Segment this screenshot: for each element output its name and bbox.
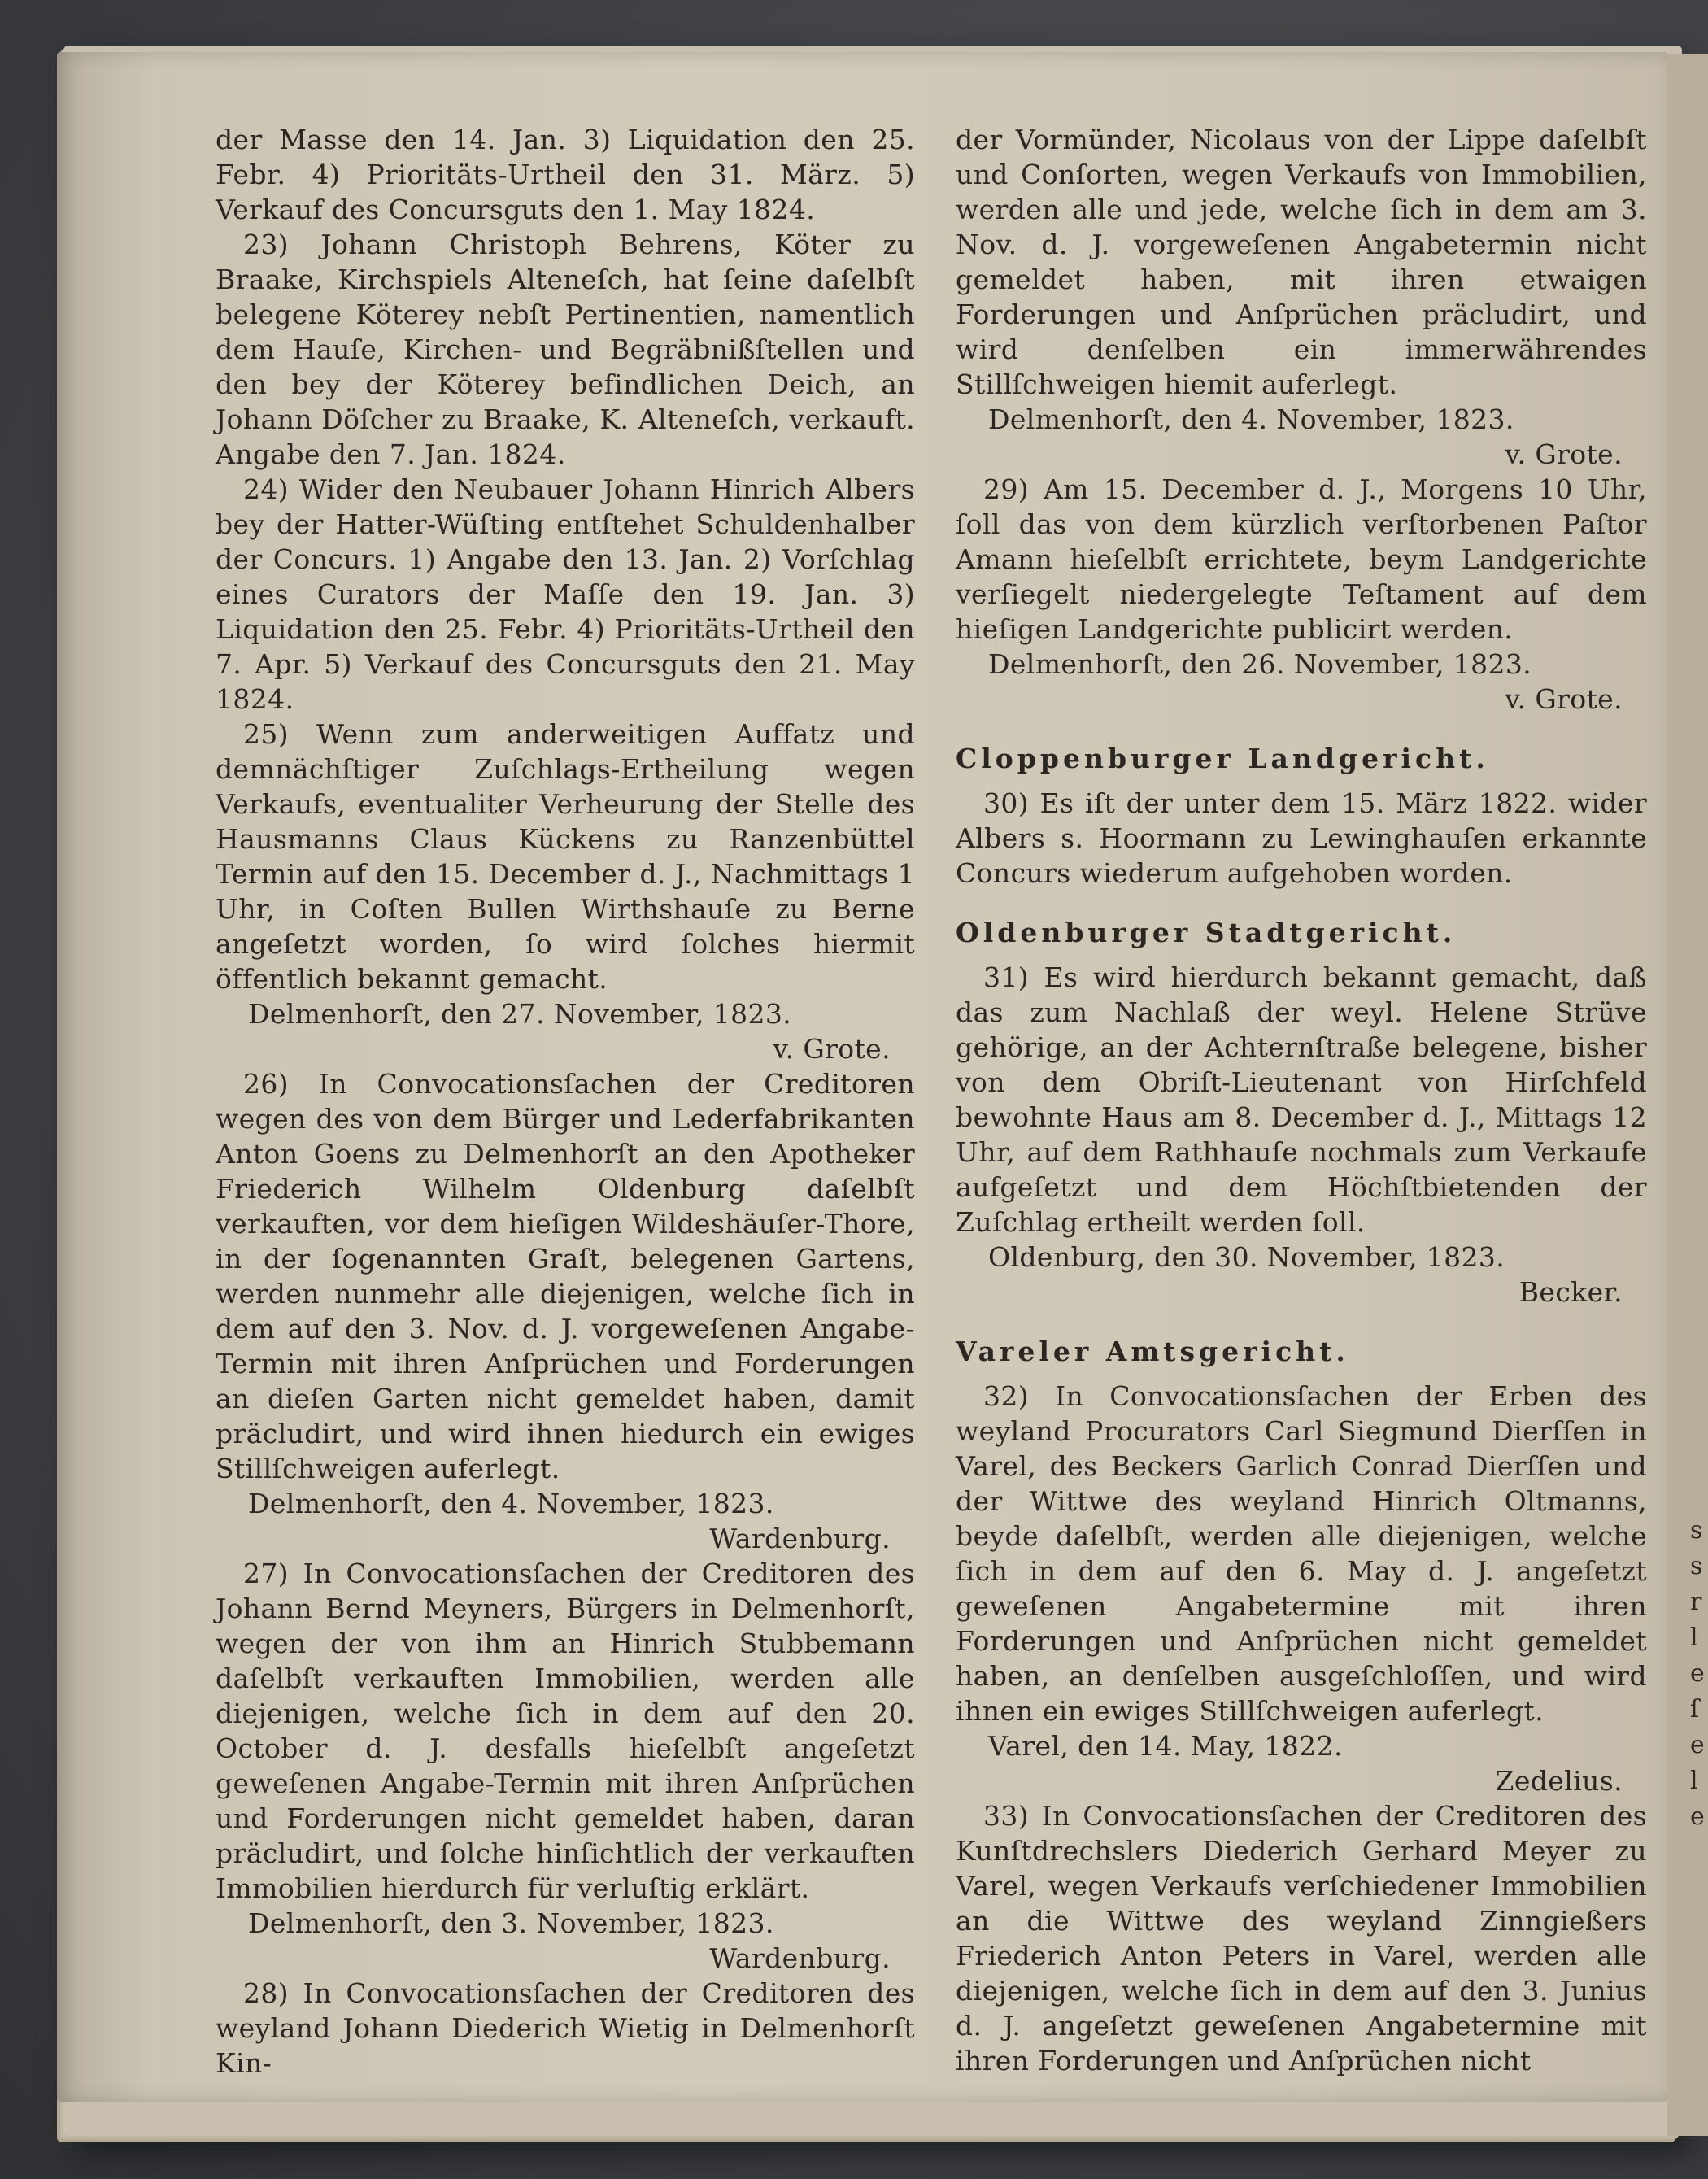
signature: Wardenburg.: [709, 1942, 891, 1974]
notice-paragraph: 31) Es wird hierdurch bekannt gemacht, daß das zum Nachlaß der weyl. Helene Strüve gehörige, an der Achternſtraße belegene, bisher von dem Obriſt-Lieutenant von Hirſchfeld bewohnte Haus am 8. December d. J., Mittags 12 Uhr, auf dem Rathhauſe nochmals zum Verkaufe aufgeſetzt und dem Höchſtbietenden der Zuſchlag ertheilt werden ſoll.: [956, 961, 1647, 1238]
notice-paragraph: 28) In Convocationsſachen der Creditoren des weyland Johann Diederich Wietig in Delmenhorſt Kin-: [216, 1977, 915, 2079]
signature: Becker.: [1518, 1276, 1623, 1308]
notice-paragraph: 30) Es iſt der unter dem 15. März 1822. wider Albers s. Hoormann zu Lewinghauſen erkannte Concurs wiederum aufgehoben worden.: [956, 787, 1647, 889]
notice-paragraph: 32) In Convocationsſachen der Erben des weyland Procurators Carl Siegmund Dierſſen in Varel, des Beckers Garlich Conrad Dierſſen und der Wittwe des weyland Hinrich Oltmanns, beyde daſelbſt, werden alle diejenigen, welche ſich in dem auf den 6. May d. J. angeſetzt geweſenen Angabetermine mit ihren Forderungen und Anſprüchen nicht gemeldet haben, an denſelben ausgeſchloſſen, und wird ihnen ein ewiges Stillſchweigen auferlegt.: [956, 1380, 1647, 1727]
edge-letter: r: [1690, 1588, 1702, 1616]
continued-paragraph: der Vormünder, Nicolaus von der Lippe daſelbſt und Conſorten, wegen Verkaufs von Immobilien, werden alle und jede, welche ſich in dem am 3. Nov. d. J. vorgeweſenen Angabetermin nicht gemeldet haben, mit ihren etwaigen Forderungen und Anſprüchen präcludirt, und wird denſelben ein immerwährendes Stillſchweigen hiemit auferlegt.: [956, 124, 1647, 400]
signature: v. Grote.: [1505, 438, 1623, 470]
court-heading: Cloppenburger Landgericht.: [956, 743, 1489, 774]
edge-letter: e: [1690, 1731, 1705, 1759]
edge-letter: s: [1690, 1552, 1703, 1580]
dateline: Delmenhorſt, den 26. November, 1823.: [988, 648, 1532, 680]
dateline: Varel, den 14. May, 1822.: [988, 1730, 1343, 1762]
edge-letter: e: [1690, 1659, 1705, 1688]
court-heading: Vareler Amtsgericht.: [956, 1336, 1349, 1367]
edge-letter: e: [1690, 1802, 1705, 1831]
notice-paragraph: 24) Wider den Neubauer Johann Hinrich Albers bey der Hatter-Wüſting entſtehet Schuldenhalber der Concurs. 1) Angabe den 13. Jan. 2) Vorſchlag eines Curators der Maſſe den 19. Jan. 3) Liquidation den 25. Febr. 4) Prioritäts-Urtheil den 7. Apr. 5) Verkauf des Concursguts den 21. May 1824.: [216, 473, 915, 715]
dateline: Delmenhorſt, den 3. November, 1823.: [248, 1907, 774, 1939]
dateline: Delmenhorſt, den 27. November, 1823.: [248, 998, 792, 1030]
dateline: Delmenhorſt, den 4. November, 1823.: [988, 403, 1514, 435]
edge-letter: s: [1690, 1516, 1703, 1545]
court-heading: Oldenburger Stadtgericht.: [956, 917, 1457, 948]
notice-paragraph: 23) Johann Christoph Behrens, Köter zu Braake, Kirchspiels Alteneſch, hat ſeine daſelbſt belegene Köterey nebſt Pertinentien, namentlich dem Hauſe, Kirchen- und Begräbnißſtellen und den bey der Köterey befindlichen Deich, an Johann Döſcher zu Braake, K. Alteneſch, verkauft. Angabe den 7. Jan. 1824.: [216, 229, 915, 470]
right-column: [956, 122, 1647, 2078]
signature: v. Grote.: [773, 1033, 891, 1065]
notice-paragraph: 29) Am 15. December d. J., Morgens 10 Uhr, ſoll das von dem kürzlich verſtorbenen Paſtor Amann hieſelbſt errichtete, beym Landgerichte verſiegelt niedergelegte Teſtament auf dem hieſigen Landgerichte publicirt werden.: [956, 473, 1647, 645]
left-column: [216, 122, 915, 2081]
edge-letter: l: [1690, 1623, 1698, 1652]
signature: Wardenburg.: [709, 1523, 891, 1554]
edge-letter: l: [1690, 1767, 1698, 1795]
notice-paragraph: 26) In Convocationsſachen der Creditoren wegen des von dem Bürger und Lederfabrikanten Anton Goens zu Delmenhorſt an den Apotheker Friederich Wilhelm Oldenburg daſelbſt verkauften, vor dem hieſigen Wildeshäuſer-Thore, in der ſogenannten Graſt, belegenen Gartens, werden nunmehr alle diejenigen, welche ſich in dem auf den 3. Nov. d. J. vorgeweſenen Angabe-Termin mit ihren Anſprüchen und Forderungen an dieſen Garten nicht gemeldet haben, damit präcludirt, und wird ihnen hiedurch ein ewiges Stillſchweigen auferlegt.: [216, 1068, 915, 1484]
dateline: Oldenburg, den 30. November, 1823.: [988, 1241, 1505, 1273]
dateline: Delmenhorſt, den 4. November, 1823.: [248, 1488, 774, 1519]
notice-paragraph: 25) Wenn zum anderweitigen Auffatz und demnächſtiger Zuſchlags-Ertheilung wegen Verkaufs, eventualiter Verheurung der Stelle des Hausmanns Claus Kückens zu Ranzenbüttel Termin auf den 15. December d. J., Nachmittags 1 Uhr, in Coſten Bullen Wirthshauſe zu Berne angeſetzt worden, ſo wird ſolches hiermit öffentlich bekannt gemacht.: [216, 718, 915, 995]
signature: v. Grote.: [1505, 683, 1623, 715]
edge-letter: ſ: [1690, 1695, 1700, 1724]
signature: Zedelius.: [1495, 1765, 1623, 1797]
notice-paragraph: 27) In Convocationsſachen der Creditoren des Johann Bernd Meyners, Bürgers in Delmenhorſt, wegen der von ihm an Hinrich Stubbemann daſelbſt verkauften Immobilien, werden alle diejenigen, welche ſich in dem auf den 20. October d. J. desfalls hieſelbſt angeſetzt geweſenen Angabe-Termin mit ihren Anſprüchen und Forderungen nicht gemeldet haben, daran präcludirt, und ſolche hinſichtlich der verkauften Immobilien hierdurch für verluſtig erklärt.: [216, 1558, 915, 1904]
continued-paragraph: der Masse den 14. Jan. 3) Liquidation den 25. Febr. 4) Prioritäts-Urtheil den 31. März. 5) Verkauf des Concursguts den 1. May 1824.: [216, 124, 915, 225]
notice-paragraph: 33) In Convocationsſachen der Creditoren des Kunſtdrechslers Diederich Gerhard Meyer zu Varel, wegen Verkaufs verſchiedener Immobilien an die Wittwe des weyland Zinngießers Friederich Anton Peters in Varel, werden alle diejenigen, welche ſich in dem auf den 3. Junius d. J. angeſetzt geweſenen Angabetermine mit ihren Forderungen und Anſprüchen nicht: [956, 1800, 1647, 2077]
next-page-edge-letters: [1690, 1513, 1708, 1835]
